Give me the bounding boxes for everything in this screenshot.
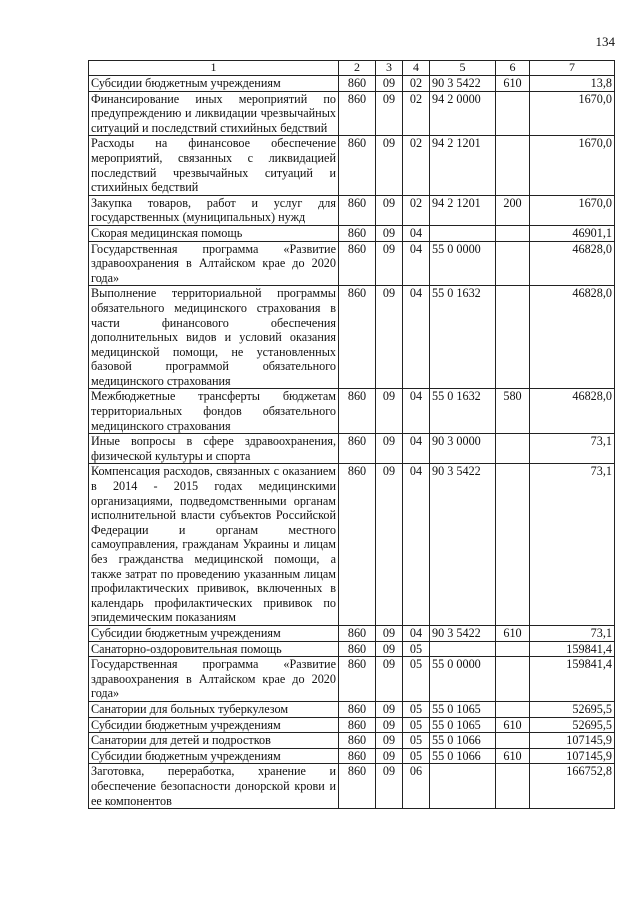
cell-subsection: 04: [403, 464, 430, 626]
cell-amount: 73,1: [530, 625, 615, 641]
cell-expense-type: 610: [496, 76, 530, 92]
cell-ministry: 860: [339, 464, 376, 626]
cell-ministry: 860: [339, 136, 376, 195]
cell-name: Субсидии бюджетным учреждениям: [89, 76, 339, 92]
cell-amount: 46901,1: [530, 225, 615, 241]
cell-section: 09: [376, 733, 403, 749]
cell-subsection: 02: [403, 76, 430, 92]
cell-expense-type: 200: [496, 195, 530, 225]
cell-ministry: 860: [339, 701, 376, 717]
cell-subsection: 06: [403, 764, 430, 809]
cell-subsection: 05: [403, 657, 430, 702]
cell-section: 09: [376, 225, 403, 241]
cell-amount: 73,1: [530, 464, 615, 626]
cell-subsection: 04: [403, 225, 430, 241]
cell-target: 94 2 0000: [430, 91, 496, 136]
cell-amount: 52695,5: [530, 701, 615, 717]
cell-amount: 46828,0: [530, 241, 615, 286]
cell-section: 09: [376, 434, 403, 464]
cell-ministry: 860: [339, 748, 376, 764]
cell-ministry: 860: [339, 225, 376, 241]
table-row: [89, 195, 615, 225]
cell-ministry: 860: [339, 641, 376, 657]
cell-target: [430, 641, 496, 657]
cell-target: [430, 225, 496, 241]
cell-name: Санатории для детей и подростков: [89, 733, 339, 749]
cell-expense-type: 580: [496, 389, 530, 434]
cell-ministry: 860: [339, 241, 376, 286]
cell-name: Санаторно-оздоровительная помощь: [89, 641, 339, 657]
cell-expense-type: [496, 241, 530, 286]
cell-name: Скорая медицинская помощь: [89, 225, 339, 241]
header-expense-type: 6: [496, 61, 530, 76]
cell-expense-type: [496, 764, 530, 809]
table-row: [89, 657, 615, 702]
header-ministry: 2: [339, 61, 376, 76]
cell-expense-type: [496, 286, 530, 389]
cell-ministry: 860: [339, 733, 376, 749]
table-row: [89, 764, 615, 809]
cell-name: Закупка товаров, работ и услуг для государственных (муниципальных) нужд: [89, 195, 339, 225]
cell-name: Иные вопросы в сфере здравоохранения, физической культуры и спорта: [89, 434, 339, 464]
cell-section: 09: [376, 195, 403, 225]
cell-subsection: 04: [403, 434, 430, 464]
cell-expense-type: [496, 464, 530, 626]
cell-amount: 13,8: [530, 76, 615, 92]
header-name: 1: [89, 61, 339, 76]
cell-ministry: 860: [339, 625, 376, 641]
cell-name: Субсидии бюджетным учреждениям: [89, 748, 339, 764]
cell-expense-type: 610: [496, 717, 530, 733]
cell-name: Государственная программа «Развитие здравоохранения в Алтайском крае до 2020 года»: [89, 241, 339, 286]
header-amount: 7: [530, 61, 615, 76]
cell-subsection: 02: [403, 195, 430, 225]
cell-section: 09: [376, 748, 403, 764]
cell-expense-type: 610: [496, 625, 530, 641]
cell-expense-type: 610: [496, 748, 530, 764]
cell-subsection: 02: [403, 91, 430, 136]
cell-section: 09: [376, 389, 403, 434]
cell-ministry: 860: [339, 195, 376, 225]
cell-expense-type: [496, 434, 530, 464]
cell-amount: 159841,4: [530, 657, 615, 702]
cell-ministry: 860: [339, 76, 376, 92]
cell-name: Финансирование иных мероприятий по предупреждению и ликвидации чрезвычайных ситуаций и последствий стихийных бедствий: [89, 91, 339, 136]
cell-ministry: 860: [339, 657, 376, 702]
cell-expense-type: [496, 641, 530, 657]
budget-table: [88, 60, 615, 809]
table-row: [89, 225, 615, 241]
table-row: [89, 464, 615, 626]
table-header-row: [89, 61, 615, 76]
cell-expense-type: [496, 225, 530, 241]
cell-ministry: 860: [339, 717, 376, 733]
cell-target: 94 2 1201: [430, 195, 496, 225]
cell-section: 09: [376, 76, 403, 92]
cell-name: Выполнение территориальной программы обязательного медицинского страхования в части финансового обеспечения дополнительных видов и условий оказания медицинской помощи, не установленных базовой программой обязательного медицинского страхования: [89, 286, 339, 389]
header-subsection: 4: [403, 61, 430, 76]
cell-section: 09: [376, 717, 403, 733]
cell-target: 55 0 1066: [430, 748, 496, 764]
cell-amount: 1670,0: [530, 91, 615, 136]
cell-expense-type: [496, 136, 530, 195]
cell-amount: 46828,0: [530, 389, 615, 434]
cell-ministry: 860: [339, 764, 376, 809]
cell-subsection: 04: [403, 286, 430, 389]
table-row: [89, 91, 615, 136]
cell-expense-type: [496, 733, 530, 749]
cell-name: Расходы на финансовое обеспечение мероприятий, связанных с ликвидацией последствий чрезвычайных ситуаций и стихийных бедствий: [89, 136, 339, 195]
cell-subsection: 05: [403, 748, 430, 764]
cell-target: 90 3 5422: [430, 464, 496, 626]
cell-ministry: 860: [339, 286, 376, 389]
cell-section: 09: [376, 464, 403, 626]
cell-section: 09: [376, 91, 403, 136]
cell-target: 55 0 1632: [430, 389, 496, 434]
cell-target: 55 0 1065: [430, 701, 496, 717]
cell-target: 90 3 0000: [430, 434, 496, 464]
cell-target: 55 0 0000: [430, 241, 496, 286]
cell-amount: 52695,5: [530, 717, 615, 733]
cell-section: 09: [376, 657, 403, 702]
cell-target: 90 3 5422: [430, 76, 496, 92]
cell-amount: 1670,0: [530, 195, 615, 225]
table-row: [89, 389, 615, 434]
cell-target: 55 0 1065: [430, 717, 496, 733]
cell-name: Субсидии бюджетным учреждениям: [89, 717, 339, 733]
cell-name: Компенсация расходов, связанных с оказанием в 2014 - 2015 годах медицинскими организациями, подведомственными органам исполнительной власти субъектов Российской Федерации и органам местного самоуправления, гражданам Украины и лицам без гражданства медицинской помощи, а также затрат по проведению указанным лицам профилактических прививок, включенных в календарь профилактических прививок по эпидемическим показаниям: [89, 464, 339, 626]
cell-ministry: 860: [339, 91, 376, 136]
cell-subsection: 05: [403, 701, 430, 717]
cell-subsection: 05: [403, 717, 430, 733]
cell-name: Государственная программа «Развитие здравоохранения в Алтайском крае до 2020 года»: [89, 657, 339, 702]
header-target: 5: [430, 61, 496, 76]
cell-amount: 159841,4: [530, 641, 615, 657]
cell-section: 09: [376, 241, 403, 286]
cell-section: 09: [376, 625, 403, 641]
cell-amount: 1670,0: [530, 136, 615, 195]
cell-subsection: 02: [403, 136, 430, 195]
table-row: [89, 434, 615, 464]
cell-amount: 46828,0: [530, 286, 615, 389]
cell-section: 09: [376, 286, 403, 389]
cell-target: 94 2 1201: [430, 136, 496, 195]
cell-subsection: 04: [403, 241, 430, 286]
cell-section: 09: [376, 764, 403, 809]
cell-amount: 73,1: [530, 434, 615, 464]
cell-target: 55 0 0000: [430, 657, 496, 702]
cell-target: 55 0 1632: [430, 286, 496, 389]
cell-expense-type: [496, 657, 530, 702]
cell-amount: 166752,8: [530, 764, 615, 809]
table-row: [89, 241, 615, 286]
cell-section: 09: [376, 641, 403, 657]
cell-ministry: 860: [339, 389, 376, 434]
table-row: [89, 717, 615, 733]
cell-name: Санатории для больных туберкулезом: [89, 701, 339, 717]
cell-target: 55 0 1066: [430, 733, 496, 749]
cell-subsection: 05: [403, 641, 430, 657]
table-row: [89, 625, 615, 641]
table-row: [89, 76, 615, 92]
cell-name: Заготовка, переработка, хранение и обеспечение безопасности донорской крови и ее компонентов: [89, 764, 339, 809]
table-row: [89, 286, 615, 389]
cell-ministry: 860: [339, 434, 376, 464]
table-row: [89, 641, 615, 657]
cell-subsection: 05: [403, 733, 430, 749]
header-section: 3: [376, 61, 403, 76]
cell-section: 09: [376, 701, 403, 717]
table-row: [89, 701, 615, 717]
cell-expense-type: [496, 701, 530, 717]
table-row: [89, 136, 615, 195]
cell-target: [430, 764, 496, 809]
cell-target: 90 3 5422: [430, 625, 496, 641]
cell-expense-type: [496, 91, 530, 136]
table-row: [89, 748, 615, 764]
cell-amount: 107145,9: [530, 733, 615, 749]
page-number: 134: [595, 34, 615, 49]
cell-name: Субсидии бюджетным учреждениям: [89, 625, 339, 641]
cell-subsection: 04: [403, 389, 430, 434]
cell-name: Межбюджетные трансферты бюджетам территориальных фондов обязательного медицинского страхования: [89, 389, 339, 434]
table-row: [89, 733, 615, 749]
cell-section: 09: [376, 136, 403, 195]
cell-subsection: 04: [403, 625, 430, 641]
cell-amount: 107145,9: [530, 748, 615, 764]
